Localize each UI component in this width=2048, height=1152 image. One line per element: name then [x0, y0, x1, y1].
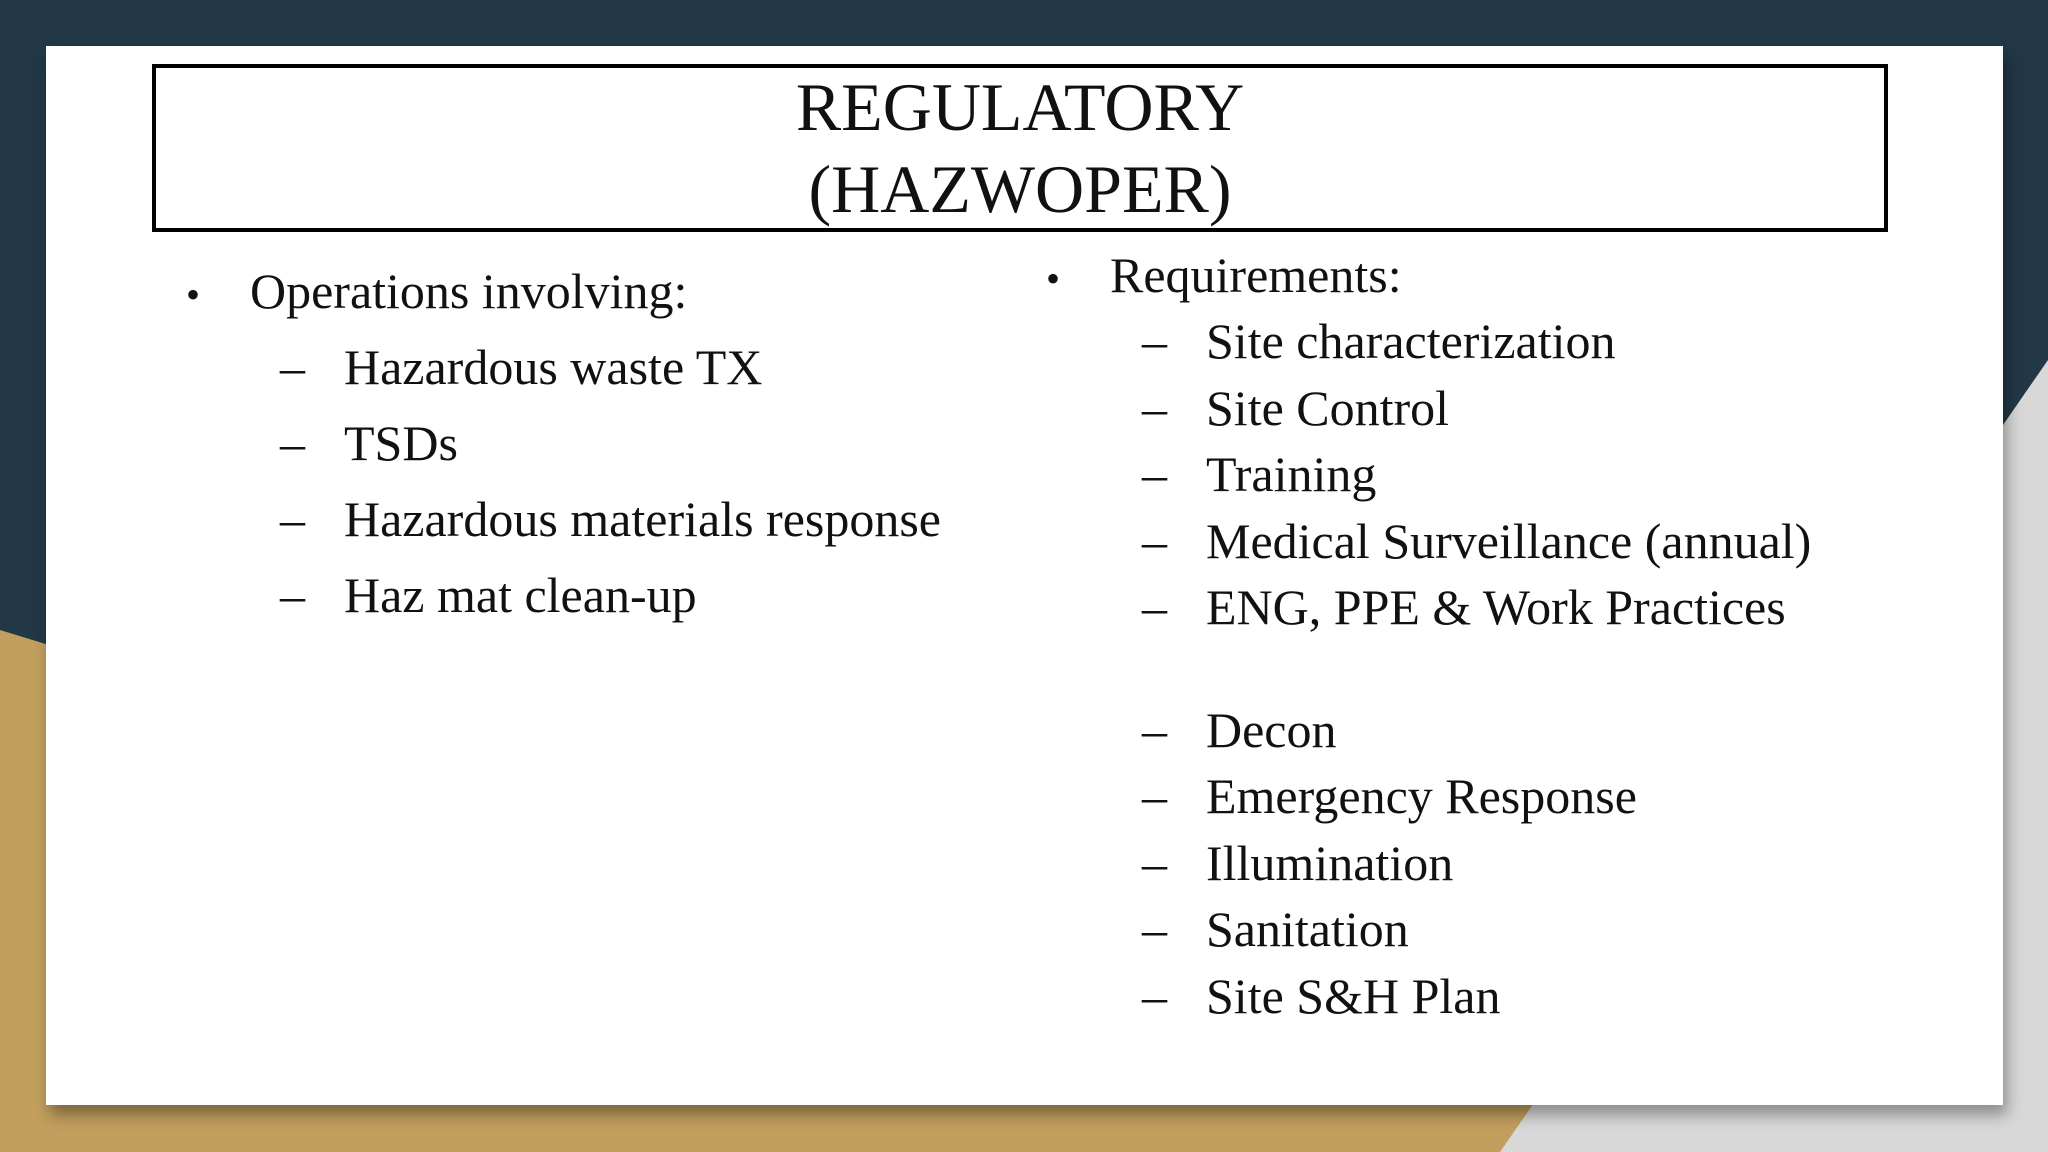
right-column [1046, 246, 1811, 1033]
list-item [1142, 445, 1811, 512]
right-heading: Requirements: [1110, 247, 1402, 303]
dash-icon: – [280, 339, 305, 395]
dash-icon: – [1142, 379, 1167, 436]
dash-icon: – [1142, 313, 1167, 369]
list-item [1142, 312, 1811, 379]
dash-icon: – [1142, 512, 1167, 569]
list-item [1142, 967, 1811, 1034]
bullet-icon: • [1046, 256, 1061, 301]
list-item-text: Haz mat clean-up [344, 567, 697, 623]
list-item-text: Hazardous waste TX [344, 339, 763, 395]
bullet-item [186, 262, 941, 338]
title-line-2: (HAZWOPER) [808, 151, 1232, 227]
dash-icon: – [280, 491, 305, 547]
list-item-text: Site Control [1206, 379, 1450, 436]
list-item-text: TSDs [344, 415, 458, 471]
dash-icon: – [1142, 446, 1167, 502]
list-item [280, 338, 941, 414]
list-item [1142, 701, 1811, 768]
title-line-1: REGULATORY [795, 69, 1245, 145]
dash-icon: – [280, 415, 305, 471]
list-item [280, 414, 941, 490]
list-item [1142, 900, 1811, 967]
list-spacer [1046, 645, 1811, 701]
dash-icon: – [1142, 834, 1167, 891]
list-item-text: Medical Surveillance (annual) [1206, 512, 1812, 569]
list-item [1142, 578, 1811, 645]
list-item-text: ENG, PPE & Work Practices [1206, 579, 1786, 635]
list-item-text: Site S&H Plan [1206, 967, 1501, 1024]
list-item [280, 490, 941, 566]
list-item [1142, 379, 1811, 446]
list-item-text: Hazardous materials response [344, 491, 941, 547]
title-box [152, 64, 1888, 232]
list-item-text: Site characterization [1206, 313, 1616, 369]
list-item [1142, 834, 1811, 901]
list-item-text: Illumination [1206, 834, 1454, 891]
left-heading: Operations involving: [250, 263, 688, 319]
dash-icon: – [1142, 967, 1167, 1024]
dash-icon: – [1142, 768, 1167, 824]
slide-content [46, 46, 2003, 1105]
dash-icon: – [280, 567, 305, 623]
bullet-icon: • [186, 272, 201, 317]
list-item-text: Training [1206, 446, 1377, 502]
list-item-text: Sanitation [1206, 901, 1409, 957]
list-item [280, 566, 941, 642]
dash-icon: – [1142, 579, 1167, 635]
list-item [1142, 767, 1811, 834]
left-column [186, 262, 941, 642]
dash-icon: – [1142, 901, 1167, 957]
bullet-item [1046, 246, 1811, 312]
list-item-text: Decon [1206, 701, 1337, 758]
list-item-text: Emergency Response [1206, 768, 1637, 824]
dash-icon: – [1142, 701, 1167, 758]
list-item [1142, 512, 1811, 579]
